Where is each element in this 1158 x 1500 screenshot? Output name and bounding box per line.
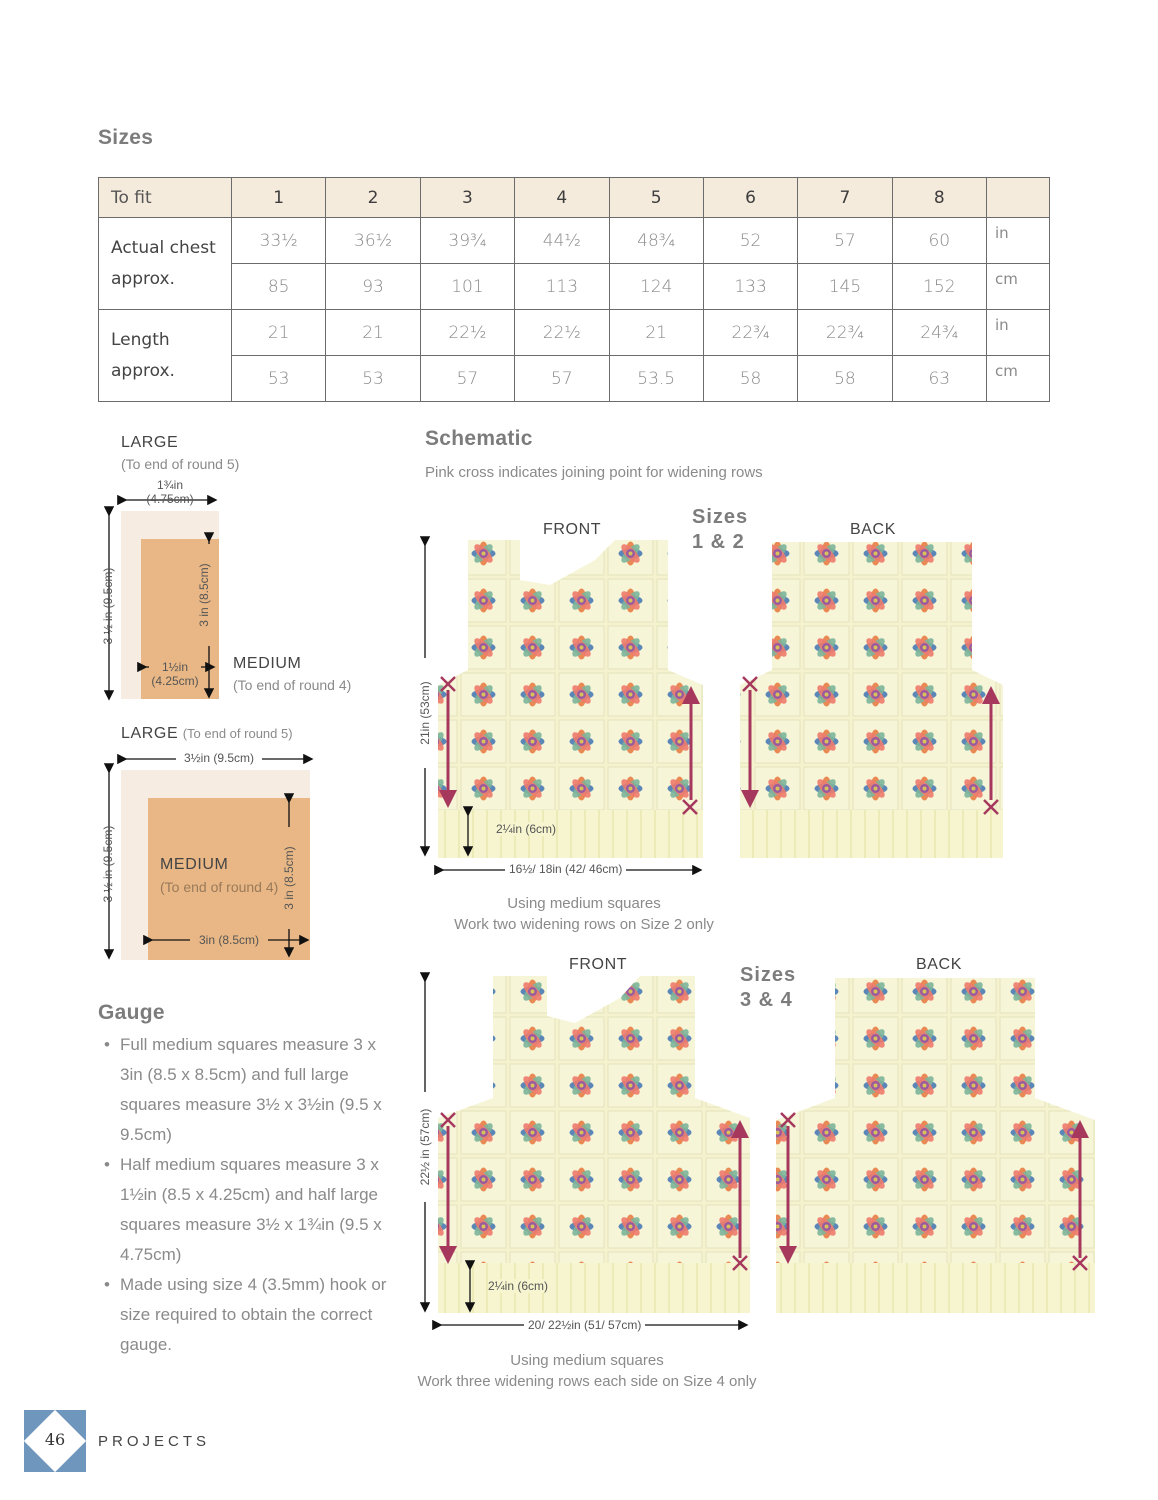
table-cell: 44½	[515, 218, 609, 264]
table-cell: 36½	[326, 218, 420, 264]
sizes-table	[98, 177, 1050, 402]
gauge-heading: Gauge	[98, 1001, 165, 1024]
table-header-row	[99, 178, 1050, 218]
half-medium-sub: (To end of round 4)	[233, 677, 352, 693]
table-cell: 39¾	[420, 218, 514, 264]
table-cell: 93	[326, 264, 420, 310]
table-cell: 133	[703, 264, 797, 310]
table-cell: 22¾	[798, 310, 892, 356]
table-cell: 24¾	[892, 310, 986, 356]
table-header-cell	[987, 178, 1050, 218]
bottom-rib-dim: 2¼in (6cm)	[488, 1279, 549, 1293]
table-cell: 22½	[420, 310, 514, 356]
row-label-line: approx.	[111, 268, 175, 289]
table-cell: 63	[892, 356, 986, 402]
bottom-caption	[400, 1350, 774, 1392]
table-cell: 21	[326, 310, 420, 356]
bottom-sizes-tag-line: 3 & 4	[740, 989, 793, 1011]
table-header-cell: To fit	[99, 178, 232, 218]
top-width-dim: 16½/ 18in (42/ 46cm)	[505, 862, 626, 876]
unit-cell: cm	[987, 264, 1050, 310]
table-cell: 53.5	[609, 356, 703, 402]
half-medium-width: 1½in (4.25cm)	[149, 660, 201, 688]
table-cell: 57	[515, 356, 609, 402]
table-cell: 124	[609, 264, 703, 310]
full-medium-sub: (To end of round 4)	[160, 879, 279, 895]
table-header-cell: 8	[892, 178, 986, 218]
table-cell: 21	[232, 310, 326, 356]
row-label-line: approx.	[111, 360, 175, 381]
top-front-label: FRONT	[543, 521, 602, 538]
half-medium-height: 3 in (8.5cm)	[197, 544, 211, 646]
table-cell: 53	[326, 356, 420, 402]
top-sizes-tag-line: Sizes	[692, 506, 749, 528]
bottom-width-dim: 20/ 22½in (51/ 57cm)	[524, 1318, 645, 1332]
page-number-tab	[24, 1410, 86, 1472]
bottom-caption-line: Using medium squares	[510, 1352, 664, 1369]
half-large-sub: (To end of round 5)	[121, 456, 240, 472]
table-cell: 22¾	[703, 310, 797, 356]
top-caption	[425, 893, 743, 935]
half-large-height: 3 ½ in (9.5cm)	[101, 567, 115, 645]
gauge-list	[98, 1030, 390, 1360]
half-large-width: 1¾in (4.75cm)	[146, 478, 194, 506]
table-cell: 48¾	[609, 218, 703, 264]
bottom-caption-line: Work three widening rows each side on Size 4 only	[417, 1373, 757, 1390]
bottom-sizes-tag-line: Sizes	[740, 964, 797, 986]
row-label-length	[99, 310, 232, 402]
table-cell: 58	[703, 356, 797, 402]
unit-cell: in	[987, 310, 1050, 356]
table-cell: 58	[798, 356, 892, 402]
table-row	[99, 264, 1050, 310]
bottom-height-dim: 22½ in (57cm)	[418, 1092, 432, 1202]
unit-cell: in	[987, 218, 1050, 264]
gauge-item: • Half medium squares measure 3 x 1½in (8.5 x 4.25cm) and half large squares measure 3½ x 1¾in (9.5 x 4.75cm)	[98, 1150, 390, 1270]
table-header-cell: 1	[232, 178, 326, 218]
table-cell: 85	[232, 264, 326, 310]
table-header-cell: 7	[798, 178, 892, 218]
unit-cell: cm	[987, 356, 1050, 402]
top-caption-line: Work two widening rows on Size 2 only	[454, 916, 714, 933]
full-large-title	[121, 725, 293, 743]
table-cell: 57	[798, 218, 892, 264]
table-cell: 101	[420, 264, 514, 310]
gauge-item: • Full medium squares measure 3 x 3in (8.5 x 8.5cm) and full large squares measure 3½ x 3½in (9.5 x 9.5cm)	[98, 1030, 390, 1150]
top-height-dim: 21in (53cm)	[418, 658, 432, 768]
schematic-note: Pink cross indicates joining point for widening rows	[425, 464, 763, 481]
table-cell: 53	[232, 356, 326, 402]
full-large-height: 3 ½ in (9.5cm)	[101, 825, 115, 903]
table-header-cell: 2	[326, 178, 420, 218]
table-row	[99, 218, 1050, 264]
full-medium-label: MEDIUM	[160, 856, 229, 873]
table-header-cell: 5	[609, 178, 703, 218]
table-cell: 22½	[515, 310, 609, 356]
table-cell: 33½	[232, 218, 326, 264]
bottom-back-label: BACK	[916, 956, 962, 973]
top-back-label: BACK	[850, 521, 896, 538]
row-label-line: Actual chest	[111, 237, 216, 258]
page-number: 46	[44, 1430, 66, 1449]
top-rib-dim: 2¼in (6cm)	[496, 822, 557, 836]
table-cell: 152	[892, 264, 986, 310]
table-cell: 113	[515, 264, 609, 310]
full-medium-height: 3 in (8.5cm)	[282, 827, 296, 929]
sizes-heading: Sizes	[98, 126, 154, 149]
table-header-cell: 4	[515, 178, 609, 218]
bottom-front-label: FRONT	[569, 956, 628, 973]
table-cell: 52	[703, 218, 797, 264]
full-large-width: 3½in (9.5cm)	[176, 751, 262, 765]
table-cell: 57	[420, 356, 514, 402]
table-header-cell: 3	[420, 178, 514, 218]
table-cell: 21	[609, 310, 703, 356]
full-medium-width: 3in (8.5cm)	[190, 933, 268, 947]
schematic-heading: Schematic	[425, 427, 533, 450]
table-header-cell: 6	[703, 178, 797, 218]
table-row	[99, 356, 1050, 402]
table-cell: 145	[798, 264, 892, 310]
top-caption-line: Using medium squares	[507, 895, 661, 912]
top-sizes-tag-line: 1 & 2	[692, 531, 745, 553]
section-label: PROJECTS	[98, 1433, 211, 1450]
full-large-label: LARGE	[121, 725, 179, 742]
full-large-sub: (To end of round 5)	[182, 726, 293, 741]
row-label-line: Length	[111, 329, 170, 350]
table-cell: 60	[892, 218, 986, 264]
half-large-label: LARGE	[121, 434, 179, 451]
table-row	[99, 310, 1050, 356]
half-medium-label: MEDIUM	[233, 655, 302, 672]
row-label-chest	[99, 218, 232, 310]
gauge-item: • Made using size 4 (3.5mm) hook or size required to obtain the correct gauge.	[98, 1270, 390, 1360]
